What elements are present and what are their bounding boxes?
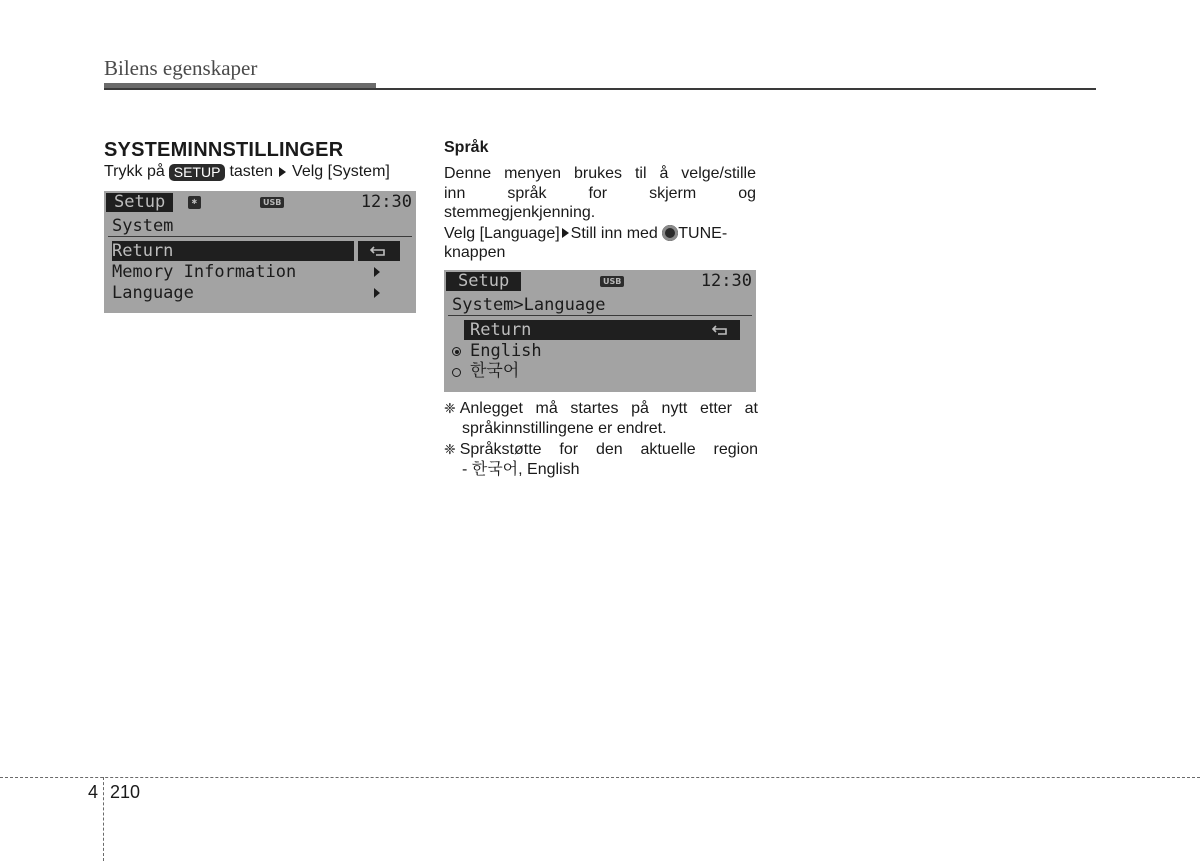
- language-description-line-3: stemmegjenkjenning.: [444, 204, 596, 221]
- radio-korean[interactable]: [452, 368, 461, 377]
- arrow-right-icon: [279, 167, 286, 177]
- setup-instruction: [104, 163, 390, 181]
- screen-divider: [448, 315, 752, 316]
- page-number: 210: [110, 782, 141, 802]
- chevron-right-icon: [374, 288, 380, 298]
- menu-item-label: Memory Information: [112, 262, 297, 282]
- menu-item-label: English: [470, 341, 542, 361]
- note-symbol: ❈: [444, 400, 456, 416]
- menu-item-return[interactable]: [112, 241, 354, 261]
- screen-top-bar: [106, 193, 414, 212]
- menu-item-memory-information[interactable]: [112, 262, 410, 282]
- system-menu-screen: [104, 191, 416, 313]
- running-header: Bilens egenskaper: [104, 56, 258, 80]
- header-rule: [104, 88, 1096, 90]
- instruction-middle: tasten: [229, 163, 274, 180]
- usb-icon: USB: [600, 276, 624, 287]
- language-instruction-line-2: knappen: [444, 244, 506, 261]
- menu-item-label: Return: [470, 320, 532, 340]
- language-description-line-1: Denne menyen brukes til å velge/stille: [444, 165, 756, 182]
- back-arrow-icon: [370, 245, 388, 257]
- screen-divider: [108, 236, 412, 237]
- language-description-line-2: inn språk for skjerm og: [444, 185, 756, 202]
- chapter-number: 4: [88, 782, 99, 802]
- language-item-return[interactable]: [464, 320, 740, 340]
- menu-item-language[interactable]: [112, 283, 410, 303]
- screen-clock: 12:30: [360, 192, 412, 212]
- menu-item-label: Language: [112, 283, 194, 303]
- subsection-title: Språk: [444, 139, 489, 156]
- language-item-english[interactable]: [470, 341, 750, 361]
- screen-clock: 12:30: [700, 271, 752, 291]
- note-symbol: ❈: [444, 441, 456, 457]
- note-1-line-2: språkinnstillingene er endret.: [462, 419, 667, 437]
- section-title: SYSTEMINNSTILLINGER: [104, 139, 344, 161]
- chevron-right-icon: [374, 267, 380, 277]
- instruction-suffix: Velg [System]: [292, 163, 390, 180]
- note-2-line-1: Språkstøtte for den aktuelle region: [459, 441, 758, 458]
- instruction-middle: Still inn med: [570, 225, 658, 242]
- screen-breadcrumb: System: [112, 216, 174, 236]
- footer-dashed-rule: [0, 777, 1200, 778]
- return-back-chip[interactable]: [358, 241, 400, 261]
- screen-tag: Setup: [106, 193, 173, 212]
- screen-breadcrumb: System>Language: [452, 295, 606, 315]
- screen-tag: Setup: [446, 272, 521, 291]
- bluetooth-icon: ✱: [188, 196, 201, 209]
- note-1: [444, 399, 758, 438]
- language-instruction: [444, 224, 758, 244]
- tune-knob-icon: [662, 225, 678, 241]
- arrow-right-icon: [562, 228, 569, 238]
- instruction-prefix: Trykk på: [104, 163, 165, 180]
- radio-english-selected[interactable]: [452, 347, 461, 356]
- setup-key-badge: SETUP: [169, 164, 226, 181]
- note-2-line-2: - 한국어, English: [462, 460, 580, 478]
- back-arrow-icon: [712, 324, 730, 336]
- instruction-prefix: Velg [Language]: [444, 225, 560, 242]
- footer-vertical-rule: [103, 777, 104, 861]
- note-1-line-1: Anlegget må startes på nytt etter at: [459, 400, 758, 417]
- menu-item-label: 한국어: [470, 361, 520, 381]
- menu-item-label: Return: [112, 241, 174, 261]
- instruction-suffix: TUNE-: [678, 225, 728, 242]
- screen-top-bar: [446, 272, 754, 291]
- language-item-korean[interactable]: [470, 361, 750, 381]
- language-menu-screen: [444, 270, 756, 392]
- usb-icon: USB: [260, 197, 284, 208]
- note-2: [444, 440, 758, 479]
